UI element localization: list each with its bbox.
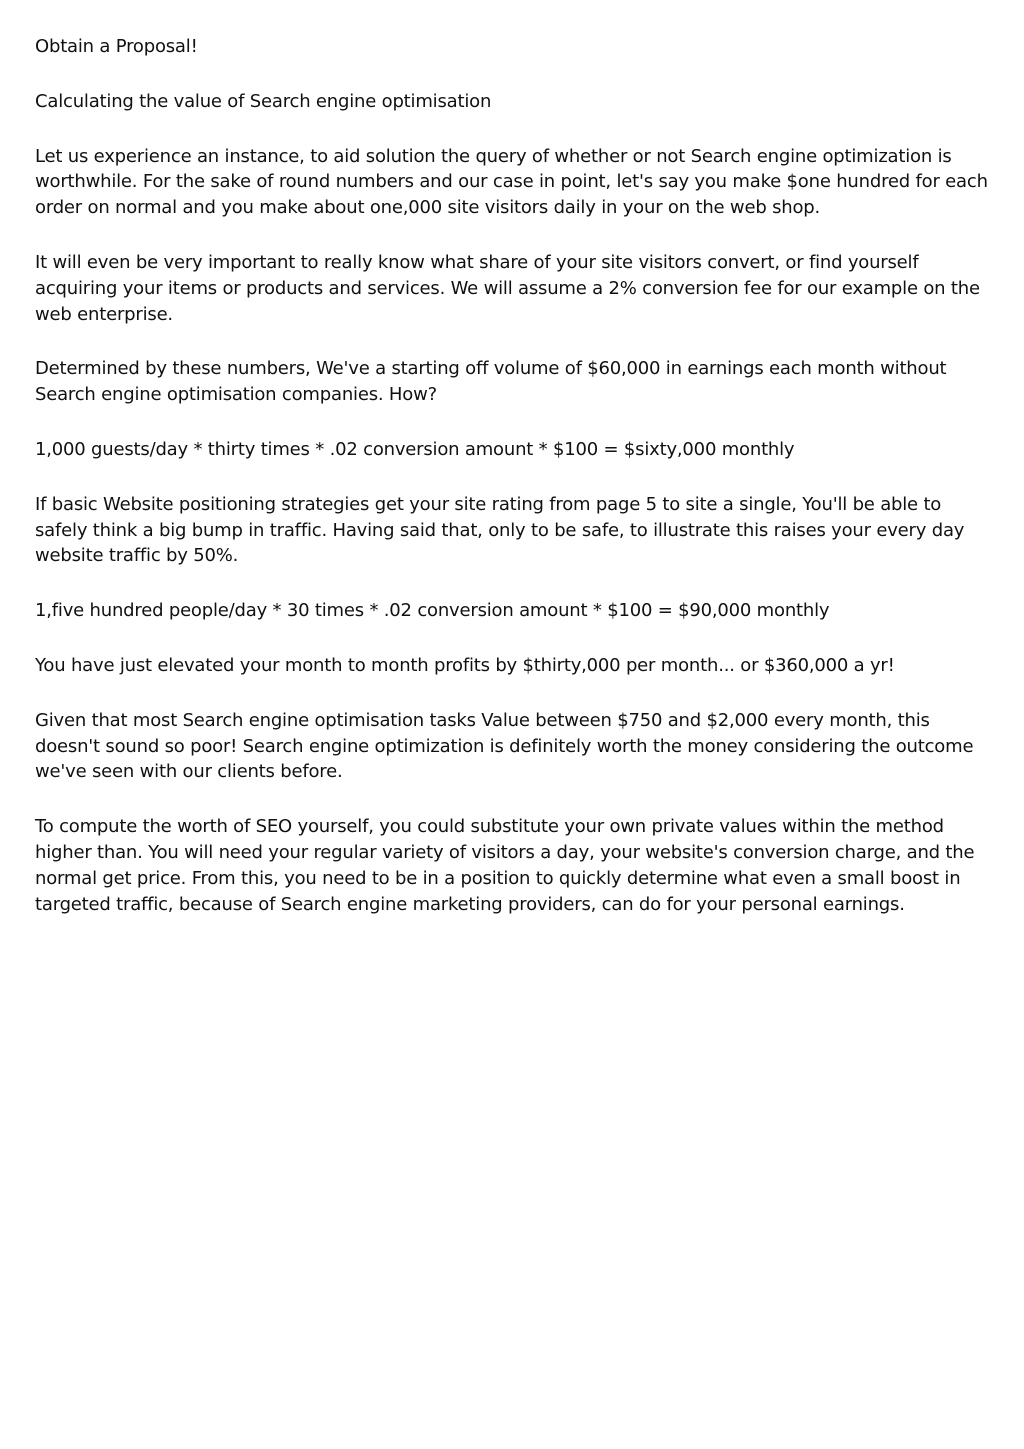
- paragraph-example-intro: Let us experience an instance, to aid solution the query of whether or not Search engine optimization is worthwhile. For the sake of round numbers and our case in point, let's say you make $one hundred for each order on normal and you make about one,000 site visitors daily in your on the web shop.: [35, 145, 988, 219]
- paragraph-compute-worth: To compute the worth of SEO yourself, you could substitute your own private values within the method higher than. You will need your regular variety of visitors a day, your website's conversion charge, and the normal get price. From this, you need to be in a position to quickly determine what even a small boost in targeted traffic, because of Search engine marketing providers, can do for your personal earnings.: [35, 816, 975, 915]
- paragraph-profit-increase: You have just elevated your month to month profits by $thirty,000 per month... or $360,000 a yr!: [35, 654, 895, 676]
- paragraph-conversion-share: It will even be very important to really know what share of your site visitors convert, or find yourself acquiring your items or products and services. We will assume a 2% conversion fee for our example on the web enterprise.: [35, 251, 980, 325]
- formula-improved: 1,five hundred people/day * 30 times * .02 conversion amount * $100 = $90,000 monthly: [35, 600, 830, 622]
- document-body: [35, 34, 995, 946]
- heading-calculating-value: Calculating the value of Search engine optimisation: [35, 90, 492, 112]
- heading-obtain-proposal: Obtain a Proposal!: [35, 36, 198, 57]
- paragraph-seo-cost: Given that most Search engine optimisation tasks Value between $750 and $2,000 every month, this doesn't sound so poor! Search engine optimization is definitely worth the money considering the outcome we've seen with our clients before.: [35, 709, 974, 783]
- formula-baseline: 1,000 guests/day * thirty times * .02 conversion amount * $100 = $sixty,000 monthly: [35, 438, 795, 460]
- paragraph-starting-volume: Determined by these numbers, We've a starting off volume of $60,000 in earnings each month without Search engine optimisation companies. How?: [35, 358, 947, 406]
- paragraph-traffic-bump: If basic Website positioning strategies get your site rating from page 5 to site a single, You'll be able to safely think a big bump in traffic. Having said that, only to be safe, to illustrate this raises your every day website traffic by 50%.: [35, 493, 965, 567]
